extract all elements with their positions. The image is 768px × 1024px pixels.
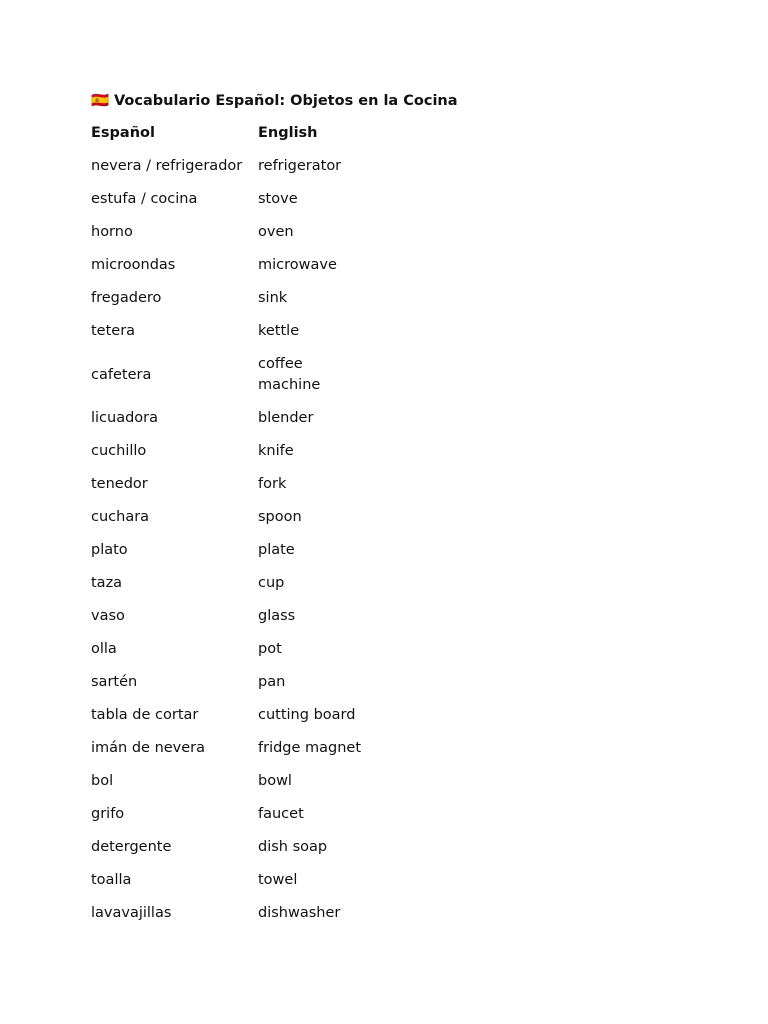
- spanish-word: tenedor: [91, 476, 148, 492]
- english-word: knife: [258, 443, 294, 459]
- table-header-row: [91, 117, 361, 150]
- english-word: fork: [258, 476, 287, 492]
- spanish-word: bol: [91, 773, 114, 789]
- table-row: [91, 798, 361, 831]
- spanish-word: toalla: [91, 872, 132, 888]
- table-row: [91, 216, 361, 249]
- english-word: cup: [258, 575, 285, 591]
- spanish-word: estufa / cocina: [91, 191, 198, 207]
- spanish-word: plato: [91, 542, 128, 558]
- spanish-word: vaso: [91, 608, 125, 624]
- spanish-word: cuchillo: [91, 443, 147, 459]
- spanish-word: detergente: [91, 839, 172, 855]
- english-word: kettle: [258, 323, 300, 339]
- table-row: [91, 249, 361, 282]
- table-row: [91, 897, 361, 930]
- english-word: cutting board: [258, 707, 356, 723]
- spanish-word: licuadora: [91, 410, 159, 426]
- column-header-english: English: [258, 125, 318, 141]
- spanish-word: tetera: [91, 323, 136, 339]
- table-row: [91, 864, 361, 897]
- table-row: [91, 501, 361, 534]
- spanish-word: cafetera: [91, 366, 152, 383]
- english-word: stove: [258, 191, 298, 207]
- table-row: [91, 567, 361, 600]
- english-word: towel: [258, 872, 298, 888]
- english-word: dish soap: [258, 839, 328, 855]
- table-row: [91, 633, 361, 666]
- document-page: [91, 88, 691, 930]
- english-word: glass: [258, 608, 296, 624]
- table-row: [91, 600, 361, 633]
- spanish-word: horno: [91, 224, 133, 240]
- spanish-word: imán de nevera: [91, 740, 206, 756]
- spanish-word: fregadero: [91, 290, 162, 306]
- english-word: spoon: [258, 509, 302, 525]
- vocabulary-table: [91, 117, 361, 930]
- spanish-word: cuchara: [91, 509, 150, 525]
- spanish-word: microondas: [91, 257, 176, 273]
- spanish-word: grifo: [91, 806, 125, 822]
- english-word: pot: [258, 641, 282, 657]
- english-word: plate: [258, 542, 295, 558]
- spanish-word: lavavajillas: [91, 905, 172, 921]
- table-row: [91, 765, 361, 798]
- english-word: bowl: [258, 773, 292, 789]
- table-row: [91, 534, 361, 567]
- english-word: microwave: [258, 257, 337, 273]
- english-word: blender: [258, 410, 314, 426]
- spanish-word: taza: [91, 575, 123, 591]
- spanish-word: nevera / refrigerador: [91, 158, 243, 174]
- table-row: [91, 666, 361, 699]
- table-row: [91, 348, 361, 402]
- column-header-spanish: Español: [91, 125, 155, 141]
- table-row: [91, 150, 361, 183]
- spanish-word: olla: [91, 641, 117, 657]
- table-row: [91, 732, 361, 765]
- table-row: [91, 435, 361, 468]
- english-word: refrigerator: [258, 158, 342, 174]
- spain-flag-icon: 🇪🇸: [91, 93, 110, 109]
- page-title: [91, 88, 691, 114]
- table-row: [91, 699, 361, 732]
- english-word: fridge magnet: [258, 740, 362, 756]
- english-word: dishwasher: [258, 905, 341, 921]
- spanish-word: tabla de cortar: [91, 707, 199, 723]
- table-row: [91, 831, 361, 864]
- english-word: faucet: [258, 806, 304, 822]
- english-word: sink: [258, 290, 288, 306]
- english-word: coffee machine: [258, 356, 321, 393]
- spanish-word: sartén: [91, 674, 138, 690]
- table-row: [91, 282, 361, 315]
- title-text: Vocabulario Español: Objetos en la Cocina: [114, 93, 458, 109]
- table-row: [91, 183, 361, 216]
- table-row: [91, 315, 361, 348]
- table-row: [91, 402, 361, 435]
- english-word: pan: [258, 674, 286, 690]
- english-word: oven: [258, 224, 294, 240]
- table-row: [91, 468, 361, 501]
